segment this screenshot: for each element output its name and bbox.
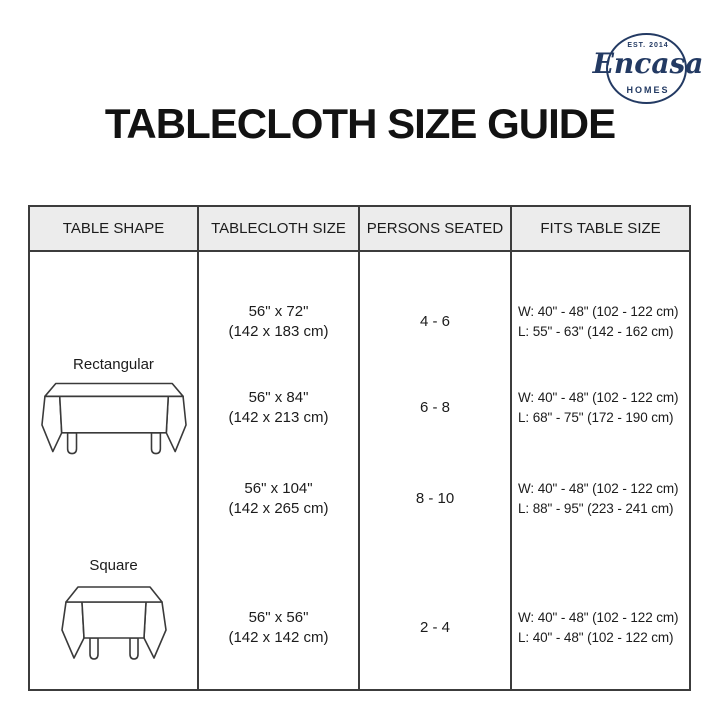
tablecloth-size-cell-row1 [199,302,358,342]
persons-seated-cell-row4: 2 - 4 [419,619,450,636]
size-cm: (142 x 213 cm) [228,409,329,426]
fits-width: W: 40" - 48" (102 - 122 cm) [518,304,679,319]
size-inches: 56" x 104" [244,480,313,497]
header-cell-persons-seated: PERSONS SEATED [360,207,512,250]
size-cm: (142 x 142 cm) [228,629,329,646]
fits-length: L: 55" - 63" (142 - 162 cm) [518,324,674,339]
size-guide-table [28,205,691,691]
fits-length: L: 40" - 48" (102 - 122 cm) [518,630,674,645]
header-cell-fits-table-size: FITS TABLE SIZE [540,220,661,237]
fits-length: L: 88" - 95" (223 - 241 cm) [518,501,674,516]
fits-width: W: 40" - 48" (102 - 122 cm) [518,610,679,625]
size-cm: (142 x 265 cm) [228,500,329,517]
fits-table-size-cell-row3 [518,479,686,519]
page-title: TABLECLOTH SIZE GUIDE [104,100,616,147]
column-divider [510,252,512,689]
logo-brand-name: Encasa [592,47,704,80]
fits-table-size-cell-row4 [518,608,686,648]
persons-seated-cell-row3: 8 - 10 [415,490,455,507]
shape-label-rectangular: Rectangular [73,356,154,373]
header-cell-tablecloth-size: TABLECLOTH SIZE [199,207,360,250]
size-inches: 56" x 84" [248,389,309,406]
logo-homes-text: HOMES [626,85,670,95]
tablecloth-size-cell-row4 [199,608,358,648]
tablecloth-size-cell-row2 [199,388,358,428]
persons-seated-cell-row2: 6 - 8 [419,399,450,416]
persons-seated-cell-row1: 4 - 6 [419,313,450,330]
fits-table-size-cell-row1 [518,302,686,342]
size-inches: 56" x 72" [248,303,309,320]
fits-width: W: 40" - 48" (102 - 122 cm) [518,390,679,405]
size-cm: (142 x 183 cm) [228,323,329,340]
table-body [30,252,689,689]
logo-est-text: EST. 2014 [627,42,669,49]
fits-width: W: 40" - 48" (102 - 122 cm) [518,481,679,496]
header-cell-table-shape: TABLE SHAPE [30,207,199,250]
table-header-row [30,207,689,252]
fits-table-size-cell-row2 [518,388,686,428]
rectangular-table-icon [40,380,188,458]
fits-length: L: 68" - 75" (172 - 190 cm) [518,410,674,425]
shape-label-square: Square [89,557,138,574]
tablecloth-size-cell-row3 [199,479,358,519]
size-inches: 56" x 56" [248,609,309,626]
square-table-icon [58,584,170,664]
